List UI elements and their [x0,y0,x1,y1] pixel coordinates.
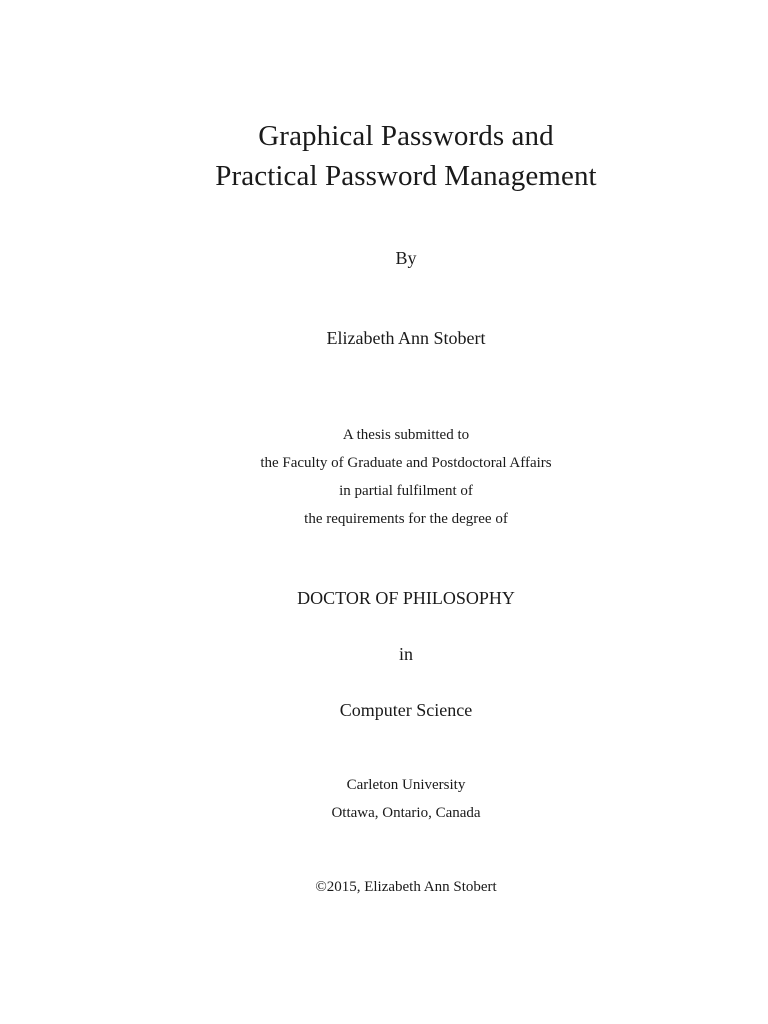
university-location: Ottawa, Ontario, Canada [331,805,481,821]
copyright-notice: ©2015, Elizabeth Ann Stobert [315,879,497,895]
in-label: in [398,644,413,664]
university-name: Carleton University [346,777,466,793]
thesis-title-line-1: Graphical Passwords and [258,120,554,152]
thesis-title-line-2: Practical Password Management [215,160,597,192]
submission-statement-line-4: the requirements for the degree of [304,511,508,527]
submission-statement-line-1: A thesis submitted to [342,427,470,443]
author-name: Elizabeth Ann Stobert [326,328,486,348]
submission-statement-line-3: in partial fulfilment of [339,483,473,499]
by-label: By [395,248,417,268]
submission-statement-line-2: the Faculty of Graduate and Postdoctoral Affairs [260,455,552,471]
degree-name: DOCTOR OF PHILOSOPHY [297,588,515,608]
field-of-study: Computer Science [339,700,473,720]
